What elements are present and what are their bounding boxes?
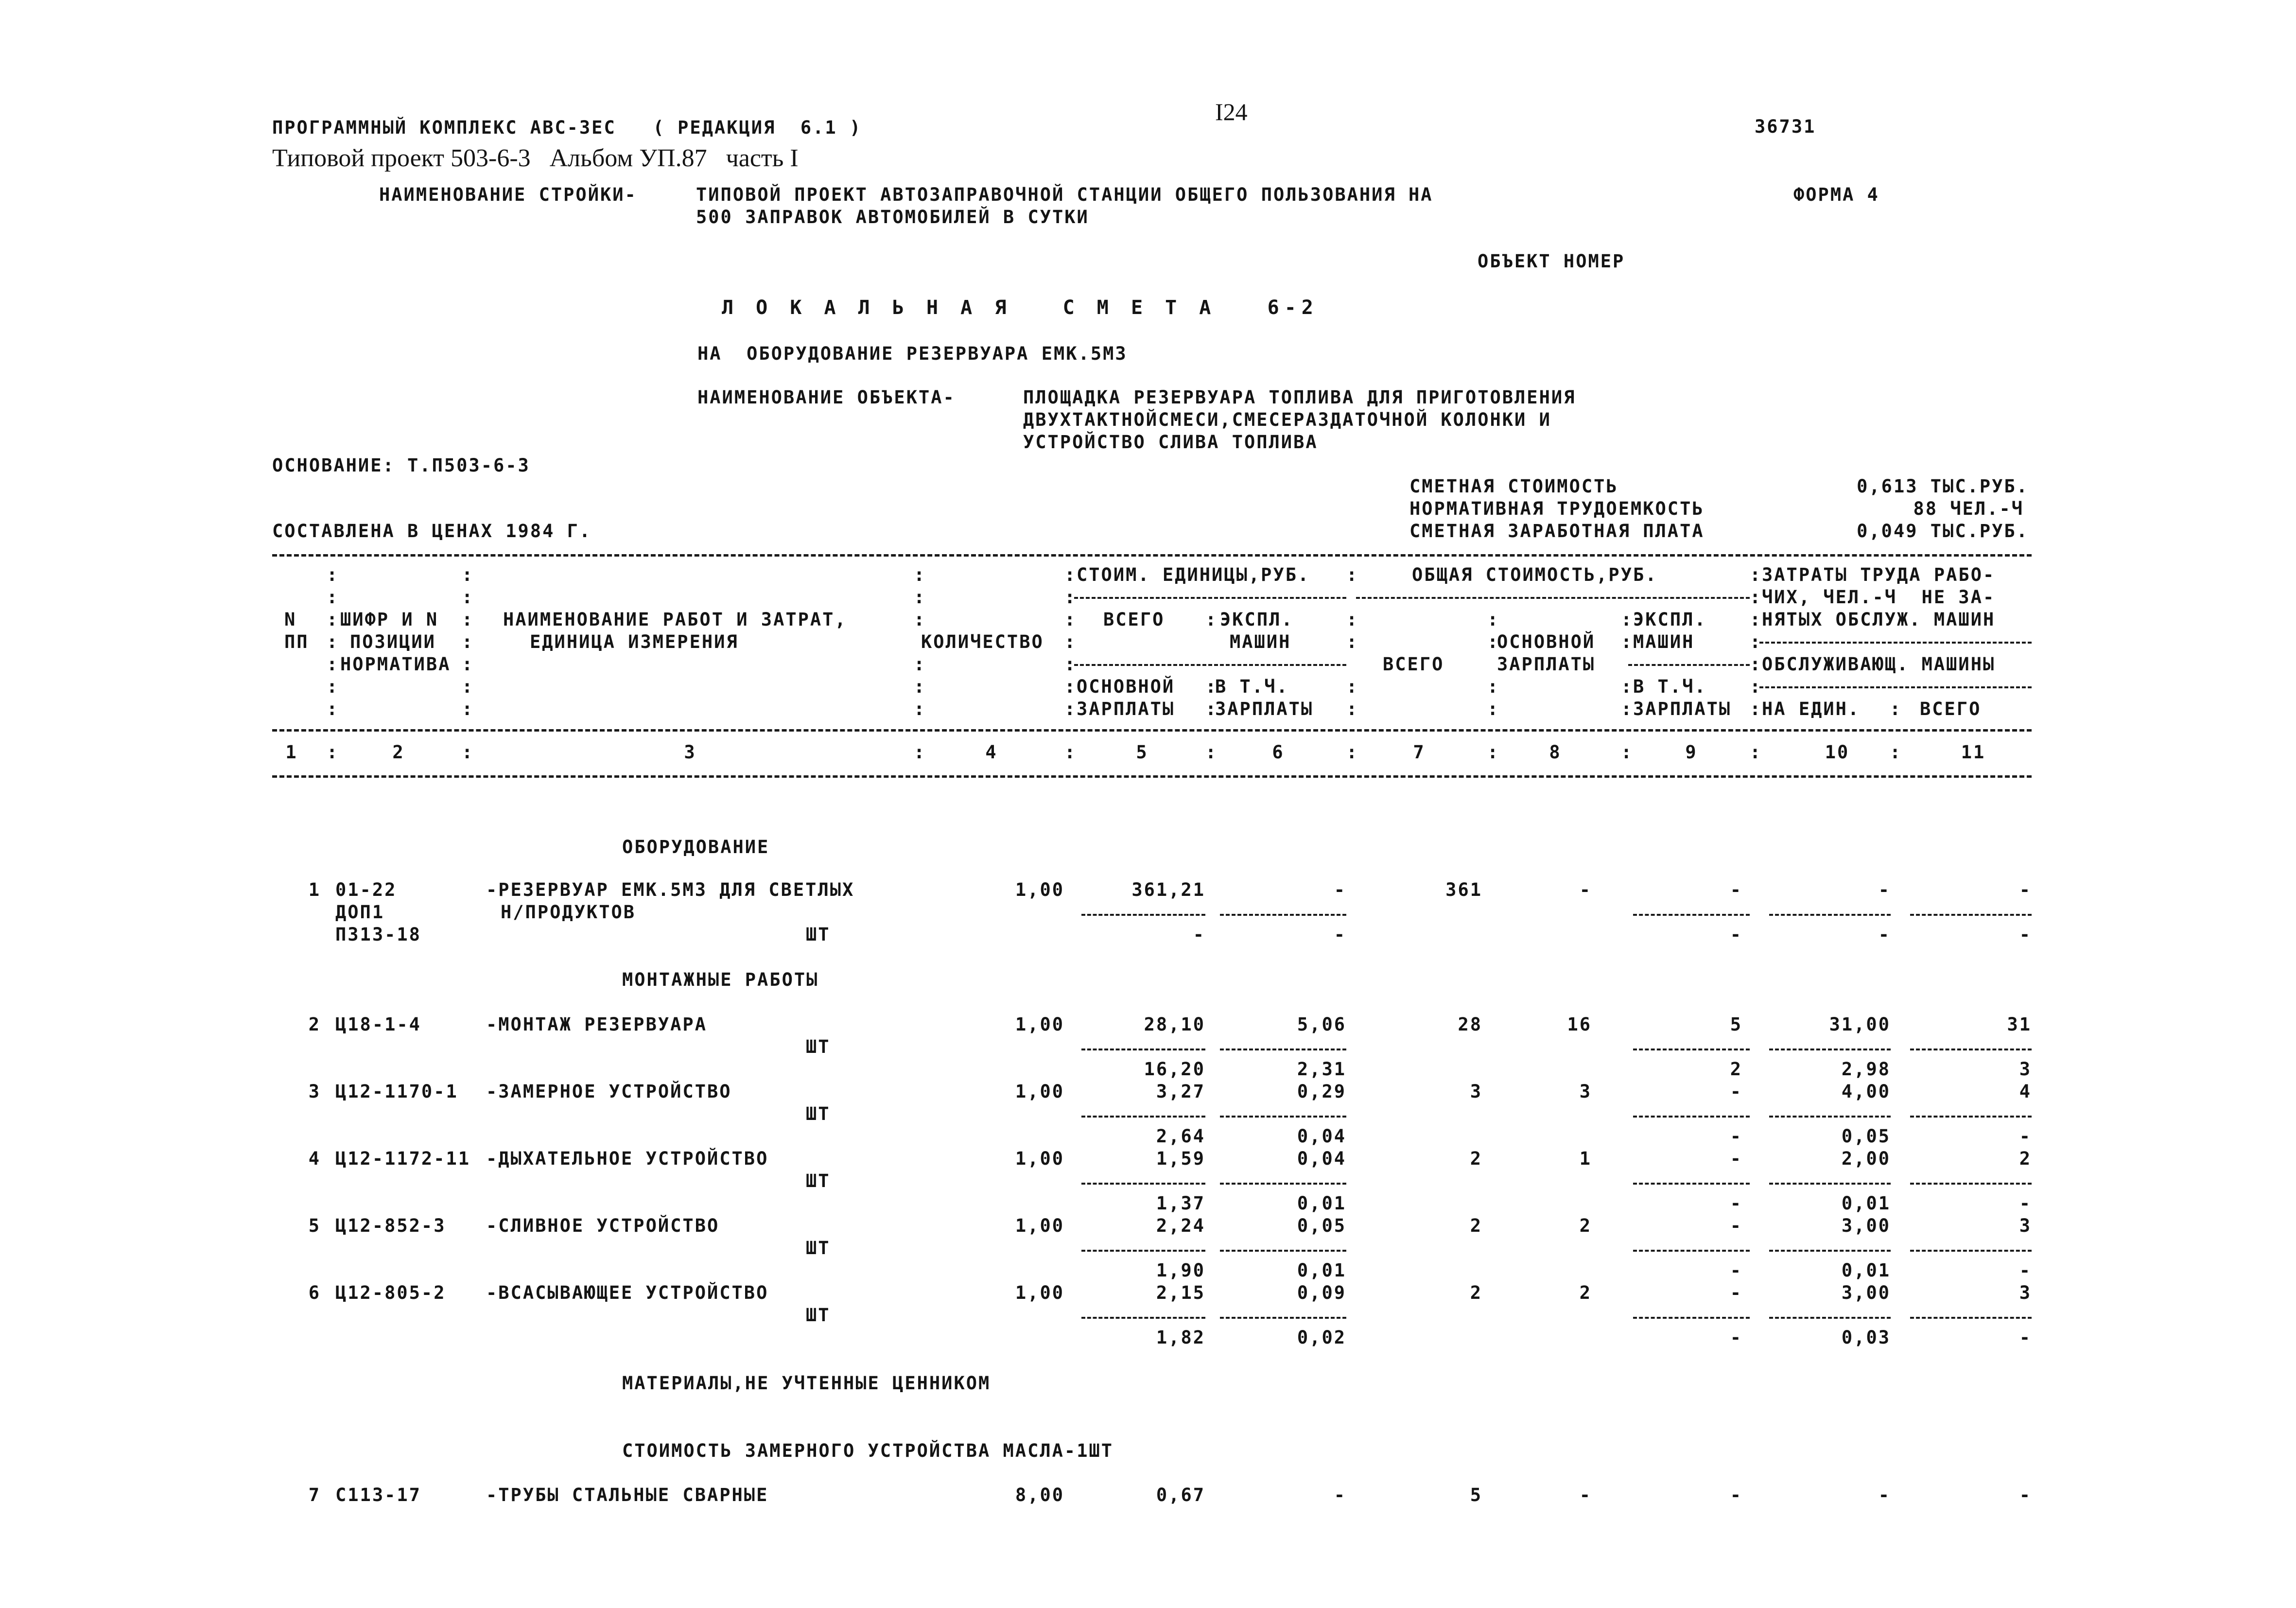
col-unit-cost-label: СТОИМ. ЕДИНИЦЫ,РУБ. (1077, 564, 1310, 585)
row-total-base-wage: - (1579, 1485, 1592, 1505)
row-labor-per-unit: - (1878, 879, 1891, 900)
section-mounting: МОНТАЖНЫЕ РАБОТЫ (622, 969, 819, 990)
row-name: -СЛИВНОЕ УСТРОЙСТВО (486, 1215, 720, 1236)
row-base-wage: 1,37 (1156, 1193, 1205, 1214)
row-base-wage: 2,64 (1156, 1126, 1205, 1147)
row-code: Ц18-1-4 (335, 1014, 421, 1035)
estimate-title: Л О К А Л Ь Н А Я С М Е Т А 6-2 (722, 297, 1319, 319)
object-name-line1: ПЛОЩАДКА РЕЗЕРВУАРА ТОПЛИВА ДЛЯ ПРИГОТОВЛЕНИЯ (1023, 387, 1576, 408)
row-unit-total: 28,10 (1144, 1014, 1205, 1035)
row-labor-service-unit: 0,03 (1841, 1327, 1891, 1348)
row-total: 5 (1470, 1485, 1482, 1505)
row-name: -ЗАМЕРНОЕ УСТРОЙСТВО (486, 1081, 732, 1102)
row-total-machines: - (1730, 1215, 1742, 1236)
column-number: 9 (1685, 742, 1698, 763)
row-labor-service-total: 3 (2019, 1059, 2032, 1080)
column-number: 4 (985, 742, 998, 763)
row-unit-total: 361,21 (1131, 879, 1205, 900)
summary-label-wage: СМЕТНАЯ ЗАРАБОТНАЯ ПЛАТА (1409, 521, 1705, 542)
row-name: -ВСАСЫВАЮЩЕЕ УСТРОЙСТВО (486, 1282, 769, 1303)
row-unit-machines: - (1334, 879, 1346, 900)
row-labor-total: 3 (2019, 1215, 2032, 1236)
row-code: Ц12-1170-1 (335, 1081, 458, 1102)
row-total-base-wage: 16 (1567, 1014, 1592, 1035)
row-unit-total: 2,15 (1156, 1282, 1205, 1303)
row-unit-machines: 0,05 (1297, 1215, 1346, 1236)
row-unit-machines: 0,09 (1297, 1282, 1346, 1303)
construction-name-line1: ТИПОВОЙ ПРОЕКТ АВТОЗАПРАВОЧНОЙ СТАНЦИИ ОБЩЕГО ПОЛЬЗОВАНИЯ НА (696, 184, 1433, 205)
row-quantity: 1,00 (1015, 1148, 1064, 1169)
object-name-line3: УСТРОЙСТВО СЛИВА ТОПЛИВА (1023, 432, 1318, 453)
col-unit-total-label: ВСЕГО (1103, 609, 1165, 630)
col-total-machines-label-1: ЭКСПЛ. (1633, 609, 1707, 630)
construction-label: НАИМЕНОВАНИЕ СТРОЙКИ- (379, 184, 637, 205)
row-total: 28 (1458, 1014, 1482, 1035)
column-number: 1 (285, 742, 298, 763)
row-code: 01-22 (335, 879, 397, 900)
summary-value-labor: 88 ЧЕЛ.-Ч (1913, 498, 2024, 519)
row-total-base-wage: 2 (1579, 1282, 1592, 1303)
row-total-base-wage: - (1579, 879, 1592, 900)
row-labor-service-total: - (2019, 924, 2032, 945)
row-unit: ШТ (806, 1305, 831, 1326)
row-labor-service-total: - (2019, 1260, 2032, 1281)
row-name-2: Н/ПРОДУКТОВ (501, 902, 636, 923)
row-code-3: П313-18 (335, 924, 421, 945)
row-total-machines: - (1730, 1485, 1742, 1505)
row-total-machine-wage: - (1730, 1260, 1742, 1281)
basis: ОСНОВАНИЕ: Т.П503-6-3 (272, 455, 530, 476)
col-labor-label-3: НЯТЫХ ОБСЛУЖ. МАШИН (1762, 609, 1996, 630)
row-total: 361 (1445, 879, 1482, 900)
page-number: I24 (1215, 98, 1248, 125)
row-labor-per-unit: 2,00 (1841, 1148, 1891, 1169)
row-total: 2 (1470, 1215, 1482, 1236)
row-number: 1 (308, 879, 321, 900)
row-labor-service-unit: 0,01 (1841, 1193, 1891, 1214)
row-unit-total: 1,59 (1156, 1148, 1205, 1169)
row-unit-machines: 0,29 (1297, 1081, 1346, 1102)
row-unit-machines: - (1334, 1485, 1346, 1505)
row-machine-wage: 0,01 (1297, 1260, 1346, 1281)
col-code-label-1: ШИФР И N (340, 609, 439, 630)
row-labor-per-unit: 4,00 (1841, 1081, 1891, 1102)
column-number: 11 (1961, 742, 1986, 763)
col-code-label-2: ПОЗИЦИИ (350, 631, 436, 652)
row-labor-service-unit: 0,05 (1841, 1126, 1891, 1147)
row-number: 5 (308, 1215, 321, 1236)
col-unit-base-wage-label-1: ОСНОВНОЙ (1077, 676, 1175, 697)
object-label: НАИМЕНОВАНИЕ ОБЪЕКТА- (697, 387, 956, 408)
row-quantity: 1,00 (1015, 1081, 1064, 1102)
col-total-all-label: ВСЕГО (1383, 654, 1444, 675)
row-name: -РЕЗЕРВУАР ЕМК.5М3 ДЛЯ СВЕТЛЫХ (486, 879, 855, 900)
col-quantity-label: КОЛИЧЕСТВО (921, 631, 1044, 652)
section-oil-device: СТОИМОСТЬ ЗАМЕРНОГО УСТРОЙСТВА МАСЛА-1ШТ (622, 1440, 1114, 1461)
row-unit: ШТ (806, 924, 831, 945)
row-labor-per-unit: 31,00 (1829, 1014, 1891, 1035)
table-top-rule (272, 554, 2032, 557)
col-labor-total-label: ВСЕГО (1920, 699, 1982, 719)
form-label: ФОРМА 4 (1793, 184, 1879, 205)
row-base-wage: 1,90 (1156, 1260, 1205, 1281)
row-total-machines: 5 (1730, 1014, 1742, 1035)
program-header: ПРОГРАММНЫЙ КОМПЛЕКС АВС-ЗЕС ( РЕДАКЦИЯ 6.1 ) (272, 117, 862, 138)
prices-year: СОСТАВЛЕНА В ЦЕНАХ 1984 Г. (272, 521, 592, 542)
row-labor-service-total: - (2019, 1193, 2032, 1214)
row-number: 4 (308, 1148, 321, 1169)
row-unit: ШТ (806, 1238, 831, 1258)
row-total-machine-wage: - (1730, 1193, 1742, 1214)
row-total: 2 (1470, 1148, 1482, 1169)
row-total-machines: - (1730, 1282, 1742, 1303)
row-base-wage: - (1193, 924, 1205, 945)
row-quantity: 1,00 (1015, 1215, 1064, 1236)
row-unit-total: 2,24 (1156, 1215, 1205, 1236)
row-labor-per-unit: - (1878, 1485, 1891, 1505)
row-quantity: 1,00 (1015, 1014, 1064, 1035)
column-number: 10 (1825, 742, 1850, 763)
row-total-machines: - (1730, 1081, 1742, 1102)
row-labor-total: 31 (2007, 1014, 2032, 1035)
row-total-machines: - (1730, 1148, 1742, 1169)
col-labor-label-1: ЗАТРАТЫ ТРУДА РАБО- (1762, 564, 1996, 585)
column-number: 3 (684, 742, 696, 763)
summary-value-cost: 0,613 ТЫС.РУБ. (1857, 476, 2029, 497)
row-machine-wage: 0,01 (1297, 1193, 1346, 1214)
document-number: 36731 (1755, 116, 1816, 137)
row-unit-total: 0,67 (1156, 1485, 1205, 1505)
row-labor-total: 2 (2019, 1148, 2032, 1169)
col-number-label: N (284, 609, 297, 630)
row-base-wage: 1,82 (1156, 1327, 1205, 1348)
row-labor-per-unit: 3,00 (1841, 1282, 1891, 1303)
row-total-machine-wage: 2 (1730, 1059, 1742, 1080)
row-code: Ц12-1172-11 (335, 1148, 471, 1169)
summary-label-cost: СМЕТНАЯ СТОИМОСТЬ (1409, 476, 1618, 497)
row-labor-total: 3 (2019, 1282, 2032, 1303)
row-unit: ШТ (806, 1036, 831, 1057)
row-machine-wage: - (1334, 924, 1346, 945)
row-labor-service-total: - (2019, 1126, 2032, 1147)
column-number: 2 (392, 742, 405, 763)
row-quantity: 8,00 (1015, 1485, 1064, 1505)
row-machine-wage: 0,02 (1297, 1327, 1346, 1348)
col-total-base-wage-label-2: ЗАРПЛАТЫ (1497, 654, 1596, 675)
col-labor-label-4: ОБСЛУЖИВАЮЩ. МАШИНЫ (1762, 654, 1996, 675)
col-name-label-2: ЕДИНИЦА ИЗМЕРЕНИЯ (530, 631, 739, 652)
row-total-machine-wage: - (1730, 1126, 1742, 1147)
row-name: -ДЫХАТЕЛЬНОЕ УСТРОЙСТВО (486, 1148, 769, 1169)
table-body-top-rule (272, 775, 2032, 778)
section-materials: МАТЕРИАЛЫ,НЕ УЧТЕННЫЕ ЦЕННИКОМ (622, 1373, 991, 1394)
row-number: 3 (308, 1081, 321, 1102)
col-unit-machine-wage-label-2: ЗАРПЛАТЫ (1215, 699, 1314, 719)
row-unit: ШТ (806, 1103, 831, 1124)
col-total-cost-label: ОБЩАЯ СТОИМОСТЬ,РУБ. (1412, 564, 1658, 585)
col-number-label-2: ПП (284, 631, 309, 652)
row-total: 2 (1470, 1282, 1482, 1303)
row-quantity: 1,00 (1015, 879, 1064, 900)
col-total-machine-wage-label-1: В Т.Ч. (1633, 676, 1707, 697)
row-total-base-wage: 1 (1579, 1148, 1592, 1169)
col-unit-machine-wage-label-1: В Т.Ч. (1215, 676, 1289, 697)
row-base-wage: 16,20 (1144, 1059, 1205, 1080)
table-header-rule (272, 729, 2032, 732)
column-number: 7 (1413, 742, 1426, 763)
row-total-base-wage: 3 (1579, 1081, 1592, 1102)
row-code-2: ДОП1 (335, 902, 385, 923)
project-line: Типовой проект 503-6-3 Альбом УП.87 часть I (272, 144, 799, 172)
row-labor-total: 4 (2019, 1081, 2032, 1102)
row-labor-per-unit: 3,00 (1841, 1215, 1891, 1236)
row-labor-service-unit: - (1878, 924, 1891, 945)
row-quantity: 1,00 (1015, 1282, 1064, 1303)
row-total: 3 (1470, 1081, 1482, 1102)
row-machine-wage: 0,04 (1297, 1126, 1346, 1147)
row-labor-service-unit: 0,01 (1841, 1260, 1891, 1281)
row-number: 7 (308, 1485, 321, 1505)
col-total-base-wage-label-1: ОСНОВНОЙ (1497, 631, 1596, 652)
summary-value-wage: 0,049 ТЫС.РУБ. (1857, 521, 2029, 542)
column-number: 8 (1549, 742, 1562, 763)
row-labor-total: - (2019, 879, 2032, 900)
object-name-line2: ДВУХТАКТНОЙСМЕСИ,СМЕСЕРАЗДАТОЧНОЙ КОЛОНКИ И (1023, 409, 1551, 430)
row-number: 6 (308, 1282, 321, 1303)
row-code: Ц12-852-3 (335, 1215, 446, 1236)
col-unit-base-wage-label-2: ЗАРПЛАТЫ (1077, 699, 1175, 719)
col-total-machine-wage-label-2: ЗАРПЛАТЫ (1633, 699, 1732, 719)
summary-label-labor: НОРМАТИВНАЯ ТРУДОЕМКОСТЬ (1409, 498, 1705, 519)
row-unit-machines: 0,04 (1297, 1148, 1346, 1169)
row-unit-total: 3,27 (1156, 1081, 1205, 1102)
object-number-label: ОБЪЕКТ НОМЕР (1478, 251, 1625, 272)
row-total-machine-wage: - (1730, 1327, 1742, 1348)
row-number: 2 (308, 1014, 321, 1035)
col-labor-label-2: ЧИХ, ЧЕЛ.-Ч НЕ ЗА- (1762, 587, 1996, 608)
col-labor-per-unit-label: НА ЕДИН. (1762, 699, 1861, 719)
row-unit-machines: 5,06 (1297, 1014, 1346, 1035)
row-code: Ц12-805-2 (335, 1282, 446, 1303)
row-unit: ШТ (806, 1171, 831, 1191)
col-unit-machines-label-1: ЭКСПЛ. (1220, 609, 1294, 630)
col-name-label-1: НАИМЕНОВАНИЕ РАБОТ И ЗАТРАТ, (503, 609, 847, 630)
column-number: 6 (1272, 742, 1285, 763)
row-machine-wage: 2,31 (1297, 1059, 1346, 1080)
row-code: С113-17 (335, 1485, 421, 1505)
col-total-machines-label-2: МАШИН (1633, 631, 1695, 652)
row-labor-service-total: - (2019, 1327, 2032, 1348)
row-name: -ТРУБЫ СТАЛЬНЫЕ СВАРНЫЕ (486, 1485, 769, 1505)
row-name: -МОНТАЖ РЕЗЕРВУАРА (486, 1014, 707, 1035)
row-labor-total: - (2019, 1485, 2032, 1505)
col-code-label-3: НОРМАТИВА (340, 654, 451, 675)
col-unit-machines-label-2: МАШИН (1230, 631, 1291, 652)
estimate-subject: НА ОБОРУДОВАНИЕ РЕЗЕРВУАРА ЕМК.5М3 (697, 343, 1128, 364)
row-total-machine-wage: - (1730, 924, 1742, 945)
row-total-base-wage: 2 (1579, 1215, 1592, 1236)
column-number: 5 (1136, 742, 1148, 763)
row-labor-service-unit: 2,98 (1841, 1059, 1891, 1080)
section-equipment: ОБОРУДОВАНИЕ (622, 837, 770, 857)
construction-name-line2: 500 ЗАПРАВОК АВТОМОБИЛЕЙ В СУТКИ (696, 207, 1089, 227)
row-total-machines: - (1730, 879, 1742, 900)
